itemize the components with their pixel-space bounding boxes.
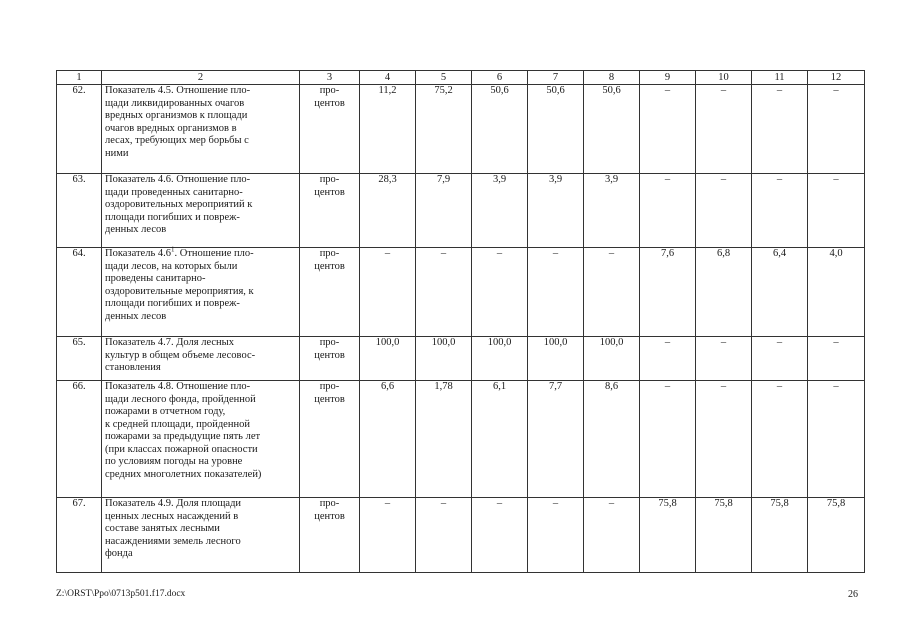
value-cell: 3,9 [584, 174, 640, 248]
unit-line: про- [319, 85, 340, 96]
table-row [57, 337, 865, 381]
value-cell: – [696, 337, 752, 381]
header-col-11: 11 [752, 71, 808, 85]
name-line: средних многолетних показателей) [105, 468, 262, 480]
name-line: пожарами в отчетном году, [105, 406, 226, 417]
value-cell: 3,9 [472, 174, 528, 248]
indicators-table [56, 70, 865, 573]
value-cell: – [640, 174, 696, 248]
name-line: Показатель 4.5. Отношение пло- [105, 85, 251, 96]
value-cell: – [696, 381, 752, 498]
footer-page-number: 26 [848, 589, 858, 600]
value-cell: – [752, 337, 808, 381]
value-cell: – [528, 498, 584, 573]
value-cell: – [472, 248, 528, 337]
header-col-3: 3 [300, 71, 360, 85]
value-cell: 100,0 [360, 337, 416, 381]
unit-line: центов [314, 393, 345, 405]
value-cell: 6,6 [360, 381, 416, 498]
unit-line: центов [314, 510, 345, 522]
value-cell: 75,8 [696, 498, 752, 573]
value-cell: 7,9 [416, 174, 472, 248]
value-cell: 100,0 [416, 337, 472, 381]
row-number: 63. [57, 174, 102, 248]
name-line: щади лесов, на которых были [105, 260, 238, 272]
value-cell: 75,8 [808, 498, 865, 573]
name-line: площади погибших и повреж- [105, 211, 240, 223]
unit-cell [300, 248, 360, 337]
value-cell: – [584, 498, 640, 573]
unit-line: центов [314, 260, 345, 272]
value-cell: – [808, 337, 865, 381]
value-cell: 100,0 [584, 337, 640, 381]
name-line: к средней площади, пройденной [105, 418, 250, 430]
unit-cell [300, 85, 360, 174]
value-cell: 7,6 [640, 248, 696, 337]
header-col-8: 8 [584, 71, 640, 85]
unit-line: центов [314, 349, 345, 361]
name-line: Показатель 4.6. Отношение пло- [105, 174, 251, 185]
name-line: денных лесов [105, 310, 167, 322]
name-line: щади лесного фонда, пройденной [105, 393, 256, 405]
name-line: денных лесов [105, 224, 167, 235]
value-cell: – [808, 381, 865, 498]
value-cell: 6,4 [752, 248, 808, 337]
value-cell: – [472, 498, 528, 573]
header-col-6: 6 [472, 71, 528, 85]
value-cell: – [752, 381, 808, 498]
table-row [57, 85, 865, 174]
unit-cell [300, 337, 360, 381]
value-cell: – [416, 498, 472, 573]
value-cell: 6,1 [472, 381, 528, 498]
unit-line: про- [319, 381, 340, 392]
unit-line: про- [319, 248, 340, 259]
value-cell: 75,8 [752, 498, 808, 573]
table-row [57, 381, 865, 498]
name-line: лесах, требующих мер борьбы с [105, 135, 249, 146]
name-line: проведены санитарно- [105, 273, 206, 284]
value-cell: 100,0 [472, 337, 528, 381]
value-cell: 3,9 [528, 174, 584, 248]
header-col-9: 9 [640, 71, 696, 85]
name-line: культур в общем объеме лесовос- [105, 349, 256, 361]
name-line: насаждениями земель лесного [105, 535, 241, 547]
name-line: оздоровительные мероприятия, к [105, 285, 254, 297]
name-line: по условиям погоды на уровне [105, 456, 243, 467]
header-col-4: 4 [360, 71, 416, 85]
row-number: 64. [57, 248, 102, 337]
header-col-5: 5 [416, 71, 472, 85]
value-cell: – [640, 337, 696, 381]
value-cell: – [752, 174, 808, 248]
value-cell: – [528, 248, 584, 337]
footer-file-path: Z:\ORST\Ppo\0713p501.f17.docx [56, 589, 186, 599]
value-cell: 1,78 [416, 381, 472, 498]
value-cell: – [584, 248, 640, 337]
name-line: Показатель 4.9. Доля площади [105, 498, 242, 509]
name-line: очагов вредных организмов в [105, 122, 237, 134]
unit-line: про- [319, 174, 340, 185]
unit-line: центов [314, 97, 345, 109]
value-cell: 100,0 [528, 337, 584, 381]
value-cell: – [808, 174, 865, 248]
name-line [105, 245, 296, 261]
value-cell: – [696, 85, 752, 174]
indicator-name [102, 174, 300, 248]
table-row [57, 498, 865, 573]
row-number: 65. [57, 337, 102, 381]
name-line: щади проведенных санитарно- [105, 186, 243, 198]
name-line: становления [105, 362, 161, 373]
indicator-name [102, 245, 300, 337]
name-line: Показатель 4.8. Отношение пло- [105, 381, 251, 392]
unit-line: про- [319, 498, 340, 509]
indicator-name [102, 498, 300, 573]
value-cell: 50,6 [528, 85, 584, 174]
value-cell: – [808, 85, 865, 174]
name-line: Показатель 4.7. Доля лесных [105, 337, 234, 348]
indicator-name [102, 85, 300, 174]
indicator-name [102, 337, 300, 381]
name-line: (при классах пожарной опасности [105, 443, 258, 455]
header-col-10: 10 [696, 71, 752, 85]
name-line: ними [105, 147, 129, 159]
row-number: 66. [57, 381, 102, 498]
value-cell: – [360, 498, 416, 573]
table-row [57, 174, 865, 248]
name-line: фонда [105, 548, 133, 559]
value-cell: – [640, 381, 696, 498]
name-line: ценных лесных насаждений в [105, 510, 239, 522]
unit-line: про- [319, 337, 340, 348]
name-prefix: Показатель 4.6 [105, 248, 171, 259]
unit-cell [300, 381, 360, 498]
name-line: пожарами за предыдущие пять лет [105, 431, 261, 442]
unit-line: центов [314, 186, 345, 198]
header-row [57, 71, 865, 85]
header-col-12: 12 [808, 71, 865, 85]
header-col-1: 1 [57, 71, 102, 85]
value-cell: – [696, 174, 752, 248]
value-cell: 75,8 [640, 498, 696, 573]
name-line: щади ликвидированных очагов [105, 97, 245, 109]
value-cell: 7,7 [528, 381, 584, 498]
table-row [57, 248, 865, 337]
value-cell: – [640, 85, 696, 174]
value-cell: 28,3 [360, 174, 416, 248]
value-cell: 4,0 [808, 248, 865, 337]
header-col-2: 2 [102, 71, 300, 85]
value-cell: 6,8 [696, 248, 752, 337]
value-cell: – [416, 248, 472, 337]
name-line: площади погибших и повреж- [105, 298, 240, 309]
indicator-name [102, 381, 300, 498]
name-suffix: . Отношение пло- [174, 248, 254, 259]
value-cell: 11,2 [360, 85, 416, 174]
value-cell: 75,2 [416, 85, 472, 174]
name-line: составе занятых лесными [105, 523, 220, 534]
value-cell: 50,6 [584, 85, 640, 174]
header-col-7: 7 [528, 71, 584, 85]
unit-cell [300, 498, 360, 573]
row-number: 67. [57, 498, 102, 573]
value-cell: 8,6 [584, 381, 640, 498]
name-line: оздоровительных мероприятий к [105, 199, 253, 210]
value-cell: – [752, 85, 808, 174]
value-cell: 50,6 [472, 85, 528, 174]
value-cell: – [360, 248, 416, 337]
row-number: 62. [57, 85, 102, 174]
name-superscript: 1 [171, 245, 175, 254]
unit-cell [300, 174, 360, 248]
name-line: вредных организмов к площади [105, 110, 248, 121]
